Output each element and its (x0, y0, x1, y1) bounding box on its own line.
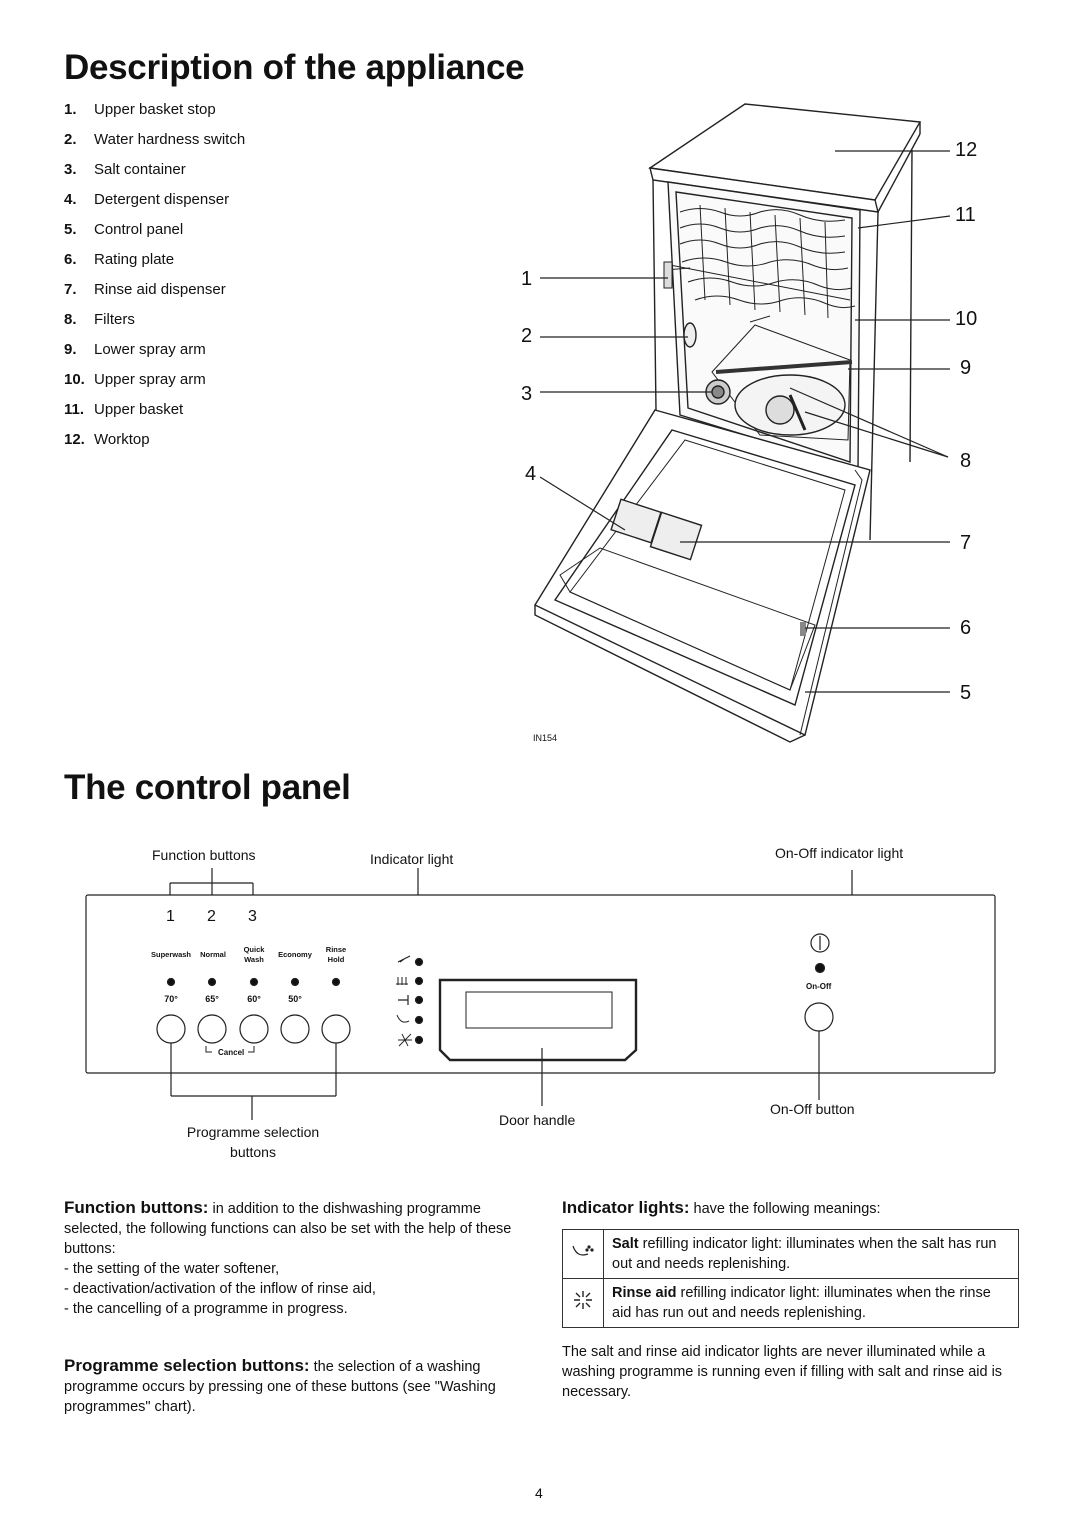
programme-temp: 70° (164, 994, 178, 1004)
list-item: 7. Rinse aid dispenser (64, 281, 226, 298)
function-buttons-text: Function buttons: in addition to the dishwashing programme selected, the following functions can also be set with the help of these buttons: - the setting of the water softener, - deactivation/activation of the inflow of rinse aid, - the cancelling of a programme in progress. (64, 1198, 512, 1317)
callout-3: 3 (521, 383, 533, 405)
normal-button[interactable] (198, 1015, 226, 1043)
programme-label: Superwash (150, 950, 191, 959)
func-num-1: 1 (166, 908, 175, 925)
programme-label: Quick Wash (243, 945, 265, 964)
superwash-button[interactable] (157, 1015, 185, 1043)
quick-wash-button[interactable] (240, 1015, 268, 1043)
callout-1: 1 (521, 268, 533, 290)
callout-11: 11 (955, 204, 976, 226)
callout-2: 2 (521, 325, 533, 347)
list-item: 6. Rating plate (64, 251, 175, 268)
callout-5: 5 (960, 682, 972, 704)
list-item: 9. Lower spray arm (64, 341, 206, 358)
programme-temp: 65° (205, 994, 219, 1004)
list-item: 1. Upper basket stop (64, 101, 216, 118)
rinse-hold-button[interactable] (322, 1015, 350, 1043)
programme-selection-text: Programme selection buttons: the selection of a washing programme occurs by pressing one of these buttons (see "Washing programmes" chart). (64, 1356, 496, 1415)
label-onoff-button: On-Off button (770, 1101, 855, 1117)
door-handle[interactable] (440, 980, 636, 1060)
func-num-3: 3 (248, 908, 257, 925)
salt-description: Salt refilling indicator light: illuminates when the salt has run out and needs replenishing. (604, 1230, 1019, 1279)
label-indicator-light: Indicator light (370, 851, 454, 867)
list-item: 2. Water hardness switch (64, 131, 246, 148)
callout-10: 10 (955, 308, 978, 330)
callout-12: 12 (955, 139, 978, 161)
label-programme-selection: Programme selection buttons (186, 1124, 320, 1160)
section-title-appliance: Description of the appliance (64, 48, 525, 87)
page-number: 4 (535, 1485, 543, 1501)
callout-lines (0, 0, 1080, 760)
label-onoff-indicator: On-Off indicator light (775, 845, 904, 861)
economy-button[interactable] (281, 1015, 309, 1043)
list-item: 10. Upper spray arm (64, 371, 206, 388)
func-num-2: 2 (207, 908, 216, 925)
table-row (563, 1279, 1019, 1328)
callout-8: 8 (960, 450, 972, 472)
programme-label: Rinse Hold (325, 945, 347, 964)
indicator-lights-table (562, 1229, 1019, 1328)
cancel-label: Cancel (218, 1048, 245, 1057)
list-item: 8. Filters (64, 311, 135, 328)
programme-label: Normal (200, 950, 226, 959)
programme-temp: 50° (288, 994, 302, 1004)
salt-icon (563, 1230, 604, 1279)
rinse-aid-icon (563, 1279, 604, 1328)
rinse-aid-description: Rinse aid refilling indicator light: illuminates when the rinse aid has run out and needs replenishing. (604, 1279, 1019, 1328)
indicator-note: The salt and rinse aid indicator lights are never illuminated while a washing programme is running even if filling with salt and rinse aid is necessary. (562, 1344, 1003, 1400)
indicator-lights-heading: Indicator lights: have the following meanings: (562, 1198, 881, 1217)
image-code: IN154 (533, 733, 558, 743)
label-function-buttons: Function buttons (152, 847, 256, 863)
list-item: 5. Control panel (64, 221, 184, 238)
on-off-button[interactable] (805, 1003, 833, 1031)
section-title-control-panel: The control panel (64, 768, 351, 807)
callout-6: 6 (960, 617, 972, 639)
list-item: 11. Upper basket (64, 401, 184, 418)
callout-4: 4 (525, 463, 537, 485)
callout-9: 9 (960, 357, 972, 379)
programme-temp: 60° (247, 994, 261, 1004)
list-item: 12. Worktop (64, 431, 150, 448)
onoff-panel-label: On-Off (806, 982, 832, 991)
label-door-handle: Door handle (499, 1112, 576, 1128)
programme-label: Economy (278, 950, 312, 959)
list-item: 3. Salt container (64, 161, 186, 178)
table-row (563, 1230, 1019, 1279)
list-item: 4. Detergent dispenser (64, 191, 230, 208)
callout-7: 7 (960, 532, 972, 554)
